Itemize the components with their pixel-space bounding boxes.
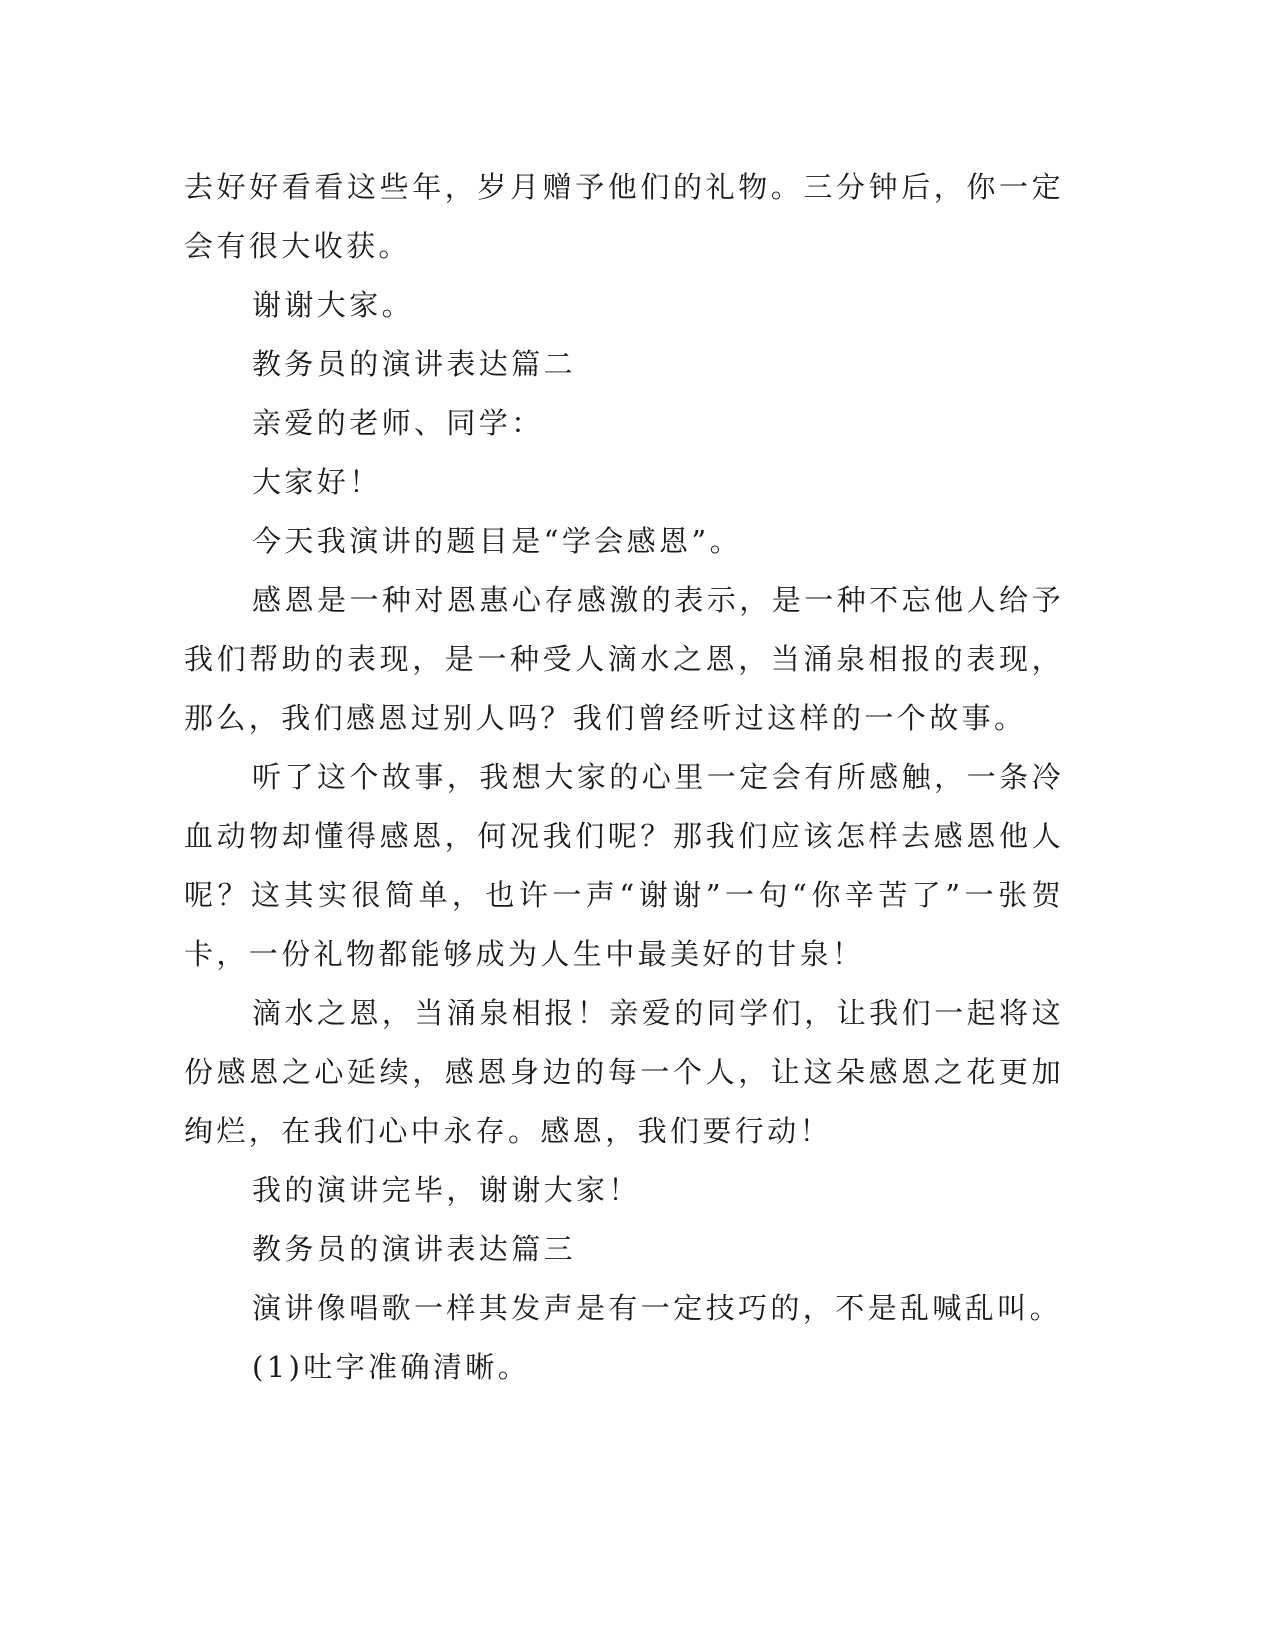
paragraph: 去好好看看这些年，岁月赠予他们的礼物。三分钟后，你一定会有很大收获。	[184, 170, 1064, 263]
paragraph: 感恩是一种对恩惠心存感激的表示，是一种不忘他人给予我们帮助的表现，是一种受人滴水之恩，当涌泉相报的表现，那么，我们感恩过别人吗？我们曾经听过这样的一个故事。	[184, 583, 1064, 735]
paragraph: 谢谢大家。	[252, 288, 415, 322]
section-heading: 教务员的演讲表达篇二	[252, 347, 577, 381]
salutation: 亲爱的老师、同学：	[252, 406, 544, 440]
paragraph: 听了这个故事，我想大家的心里一定会有所感触，一条冷血动物却懂得感恩，何况我们呢？那我们应该怎样去感恩他人呢？这其实很简单，也许一声“谢谢”一句“你辛苦了”一张贺卡，一份礼物都能够成为人生中最美好的甘泉！	[184, 760, 1064, 971]
document-body	[184, 158, 1064, 1397]
paragraph: (1)吐字准确清晰。	[252, 1350, 531, 1384]
paragraph: 滴水之恩，当涌泉相报！亲爱的同学们，让我们一起将这份感恩之心延续，感恩身边的每一个人，让这朵感恩之花更加绚烂，在我们心中永存。感恩，我们要行动！	[184, 996, 1064, 1148]
paragraph: 今天我演讲的题目是“学会感恩”。	[252, 524, 743, 558]
paragraph: 我的演讲完毕，谢谢大家！	[252, 1173, 641, 1207]
greeting: 大家好！	[252, 465, 382, 499]
paragraph: 演讲像唱歌一样其发声是有一定技巧的，不是乱喊乱叫。	[252, 1291, 1063, 1325]
section-heading: 教务员的演讲表达篇三	[252, 1232, 577, 1266]
